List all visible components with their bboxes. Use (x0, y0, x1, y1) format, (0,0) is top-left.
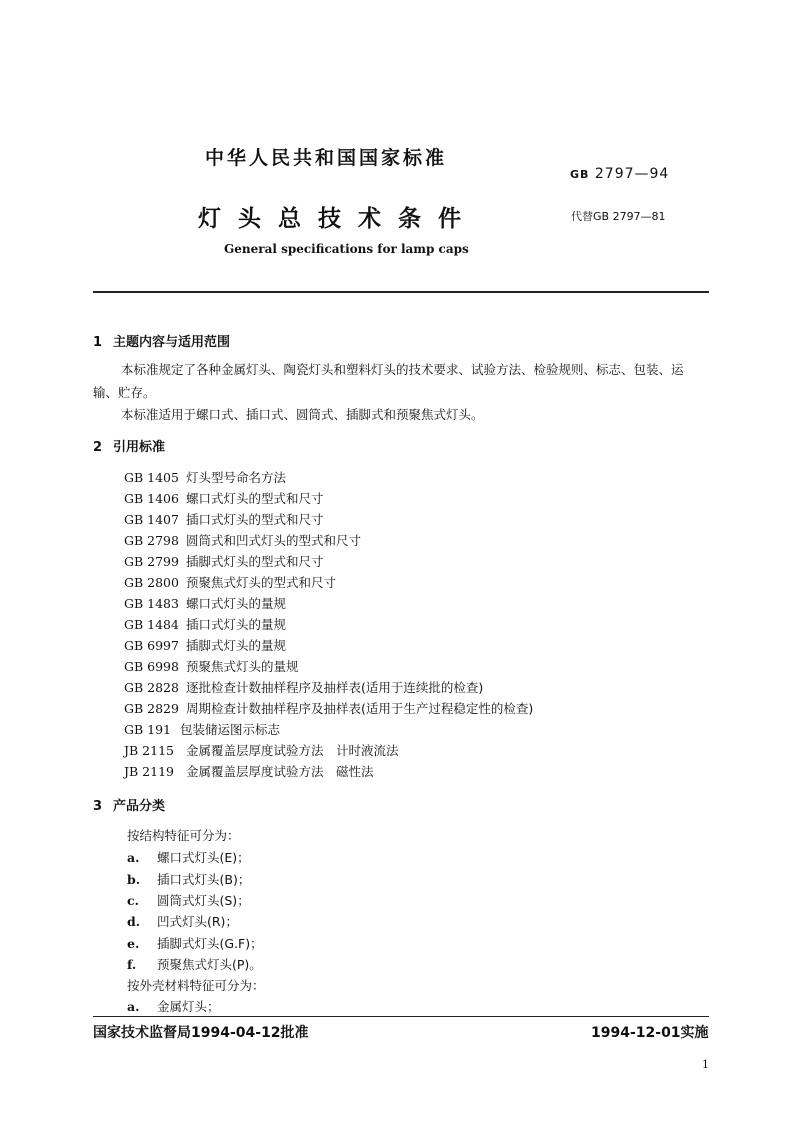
national-standard-title: 中华人民共和国国家标准 (205, 147, 448, 169)
reference-title: 圆筒式和凹式灯头的型式和尺寸 (186, 533, 362, 548)
standard-number (570, 166, 669, 182)
reference-title: 包装储运图示标志 (180, 722, 281, 737)
reference-code: GB 1405 (124, 470, 179, 485)
page-number: 1 (702, 1058, 709, 1071)
reference-item (124, 720, 280, 738)
reference-title: 灯头型号命名方法 (186, 470, 287, 485)
reference-code: GB 6997 (124, 638, 179, 653)
reference-item (124, 741, 399, 759)
reference-item (124, 468, 286, 486)
list-intro: 按结构特征可分为： (127, 828, 240, 843)
section-title: 产品分类 (113, 799, 166, 814)
document-title-cn: 灯头总技术条件 (198, 206, 478, 232)
reference-item (124, 678, 483, 696)
standard-code: 2797—94 (594, 166, 670, 182)
reference-code: GB 2828 (124, 680, 179, 695)
reference-code: GB 2829 (124, 701, 179, 716)
standard-prefix: GB (570, 168, 590, 181)
reference-item (124, 699, 533, 717)
paragraph-line: 本标准规定了各种金属灯头、陶瓷灯头和塑料灯头的技术要求、试验方法、检验规则、标志、包装、运 (121, 362, 684, 377)
paragraph-line: 输、贮存。 (93, 385, 156, 400)
footer-divider (93, 1016, 709, 1017)
list-text: 螺口式灯头(E)； (157, 850, 250, 865)
reference-item (124, 489, 324, 507)
reference-code: GB 1483 (124, 596, 179, 611)
reference-code: GB 1484 (124, 617, 179, 632)
document-title-en: General specifications for lamp caps (224, 242, 469, 256)
reference-code: GB 6998 (124, 659, 179, 674)
reference-title: 金属覆盖层厚度试验方法 计时液流法 (186, 743, 399, 758)
list-letter: c. (127, 893, 139, 908)
reference-item (124, 636, 286, 654)
reference-item (124, 657, 299, 675)
section-3-heading (93, 795, 165, 814)
reference-title: 金属覆盖层厚度试验方法 磁性法 (186, 764, 374, 779)
list-item (127, 870, 250, 888)
list-text: 预聚焦式灯头(P)。 (157, 957, 262, 972)
reference-code: GB 191 (124, 722, 172, 737)
list-text: 插口式灯头(B)； (157, 872, 251, 887)
reference-title: 插口式灯头的型式和尺寸 (186, 512, 324, 527)
reference-code: GB 2799 (124, 554, 179, 569)
reference-title: 螺口式灯头的型式和尺寸 (186, 491, 324, 506)
list-text: 金属灯头； (157, 999, 220, 1014)
reference-item (124, 552, 324, 570)
section-2-heading (93, 436, 165, 455)
reference-title: 插脚式灯头的型式和尺寸 (186, 554, 324, 569)
reference-title: 插口式灯头的量规 (186, 617, 287, 632)
reference-item (124, 615, 286, 633)
section-title: 主题内容与适用范围 (113, 335, 231, 350)
reference-item (124, 762, 374, 780)
reference-code: GB 1406 (124, 491, 179, 506)
section-title: 引用标准 (113, 440, 166, 455)
approval-line: 国家技术监督局1994-04-12批准 (93, 1025, 309, 1041)
reference-item (124, 531, 361, 549)
reference-item (124, 510, 324, 528)
reference-code: JB 2115 (124, 743, 174, 758)
reference-title: 周期检查计数抽样程序及抽样表(适用于生产过程稳定性的检查) (186, 701, 534, 716)
section-1-heading (93, 331, 230, 350)
list-item (127, 848, 250, 866)
reference-title: 预聚焦式灯头的量规 (186, 659, 299, 674)
section-number: 1 (93, 335, 103, 350)
reference-code: GB 2798 (124, 533, 179, 548)
list-letter: b. (127, 872, 141, 887)
section-number: 2 (93, 440, 103, 455)
reference-code: GB 1407 (124, 512, 179, 527)
reference-code: GB 2800 (124, 575, 179, 590)
list-item (127, 891, 250, 909)
paragraph-line: 本标准适用于螺口式、插口式、圆筒式、插脚式和预聚焦式灯头。 (121, 407, 484, 422)
list-letter: e. (127, 936, 140, 951)
section-number: 3 (93, 799, 103, 814)
list-letter: d. (127, 914, 141, 929)
reference-code: JB 2119 (124, 764, 174, 779)
list-intro: 按外壳材料特征可分为： (127, 978, 265, 993)
list-text: 插脚式灯头(G.F)； (157, 936, 263, 951)
list-item (127, 955, 262, 973)
reference-title: 螺口式灯头的量规 (186, 596, 287, 611)
list-letter: a. (127, 999, 140, 1014)
list-text: 凹式灯头(R)； (157, 914, 238, 929)
list-item (127, 912, 238, 930)
header-divider (93, 291, 709, 293)
reference-title: 逐批检查计数抽样程序及抽样表(适用于连续批的检查) (186, 680, 484, 695)
reference-item (124, 573, 336, 591)
list-item (127, 934, 263, 952)
list-text: 圆筒式灯头(S)； (157, 893, 250, 908)
list-letter: a. (127, 850, 140, 865)
reference-item (124, 594, 286, 612)
reference-title: 预聚焦式灯头的型式和尺寸 (186, 575, 337, 590)
replaces-standard: 代替GB 2797—81 (571, 210, 666, 223)
list-item (127, 997, 220, 1015)
reference-title: 插脚式灯头的量规 (186, 638, 287, 653)
list-letter: f. (127, 957, 137, 972)
effective-date: 1994-12-01实施 (591, 1025, 709, 1041)
